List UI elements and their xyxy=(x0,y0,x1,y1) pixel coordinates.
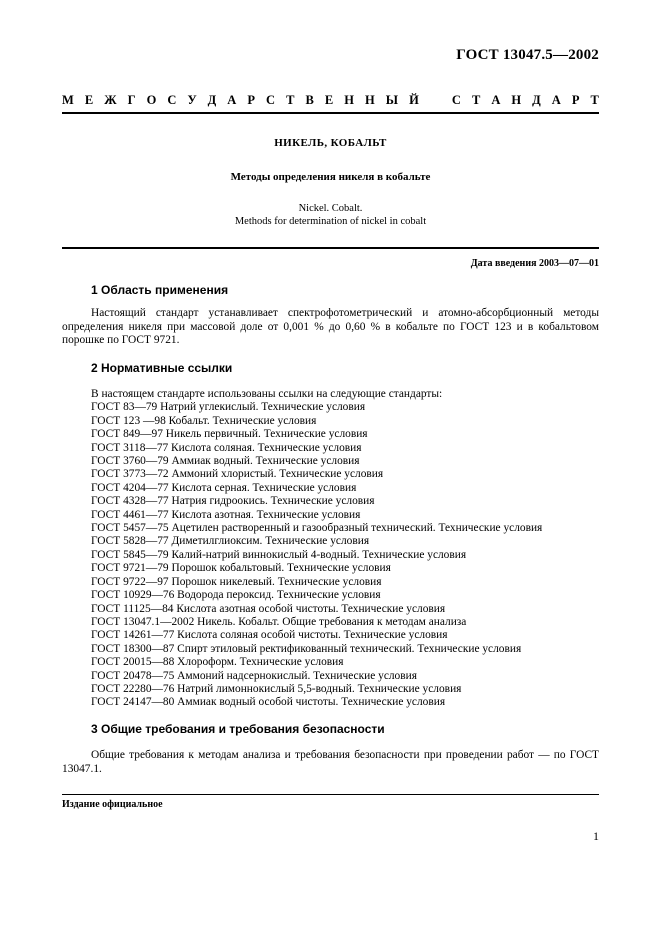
section-1-paragraph: Настоящий стандарт устанавливает спектрофотометрический и атомно-абсорбционный методы определения никеля при массовой доле от 0,001 % до 0,60 % в кобальте по ГОСТ 123 и в кобальтовом порошке по ГОСТ 9721. xyxy=(62,307,599,347)
section-1-heading: 1 Область применения xyxy=(91,283,229,297)
banner-letter: А xyxy=(551,93,561,107)
reference-item: ГОСТ 4328—77 Натрия гидроокись. Технические условия xyxy=(91,495,375,508)
reference-item: ГОСТ 22280—76 Натрий лимоннокислый 5,5-водный. Технические условия xyxy=(91,682,462,695)
reference-item: ГОСТ 83—79 Натрий углекислый. Технические условия xyxy=(91,401,366,414)
reference-item: ГОСТ 4461—77 Кислота азотная. Технические условия xyxy=(91,508,361,521)
edition-label: Издание официальное xyxy=(62,799,163,810)
banner-letter: Т xyxy=(471,93,481,107)
reference-item: ГОСТ 3760—79 Аммиак водный. Технические условия xyxy=(91,455,360,468)
section-3-paragraph: Общие требования к методам анализа и требования безопасности при проведении работ — по ГОСТ 13047.1. xyxy=(62,749,599,775)
header-rule xyxy=(62,247,599,249)
banner-letter: В xyxy=(305,93,314,107)
banner-letter: А xyxy=(227,93,237,107)
reference-item: ГОСТ 14261—77 Кислота соляная особой чистоты. Технические условия xyxy=(91,629,448,642)
reference-item: ГОСТ 10929—76 Водорода пероксид. Технические условия xyxy=(91,589,381,602)
reference-item: ГОСТ 5828—77 Диметилглиоксим. Технические условия xyxy=(91,535,370,548)
banner-letter: Ы xyxy=(385,93,399,107)
section-3-heading: 3 Общие требования и требования безопасности xyxy=(91,722,385,736)
page-number: 1 xyxy=(593,829,599,843)
reference-item: ГОСТ 123 —98 Кобальт. Технические условия xyxy=(91,414,317,427)
banner-letter: С xyxy=(266,93,276,107)
banner-letter: Н xyxy=(364,93,375,107)
interstate-standard-banner xyxy=(62,93,599,108)
section-2-heading: 2 Нормативные ссылки xyxy=(91,361,233,375)
banner-letter: С xyxy=(451,93,461,107)
section-1-text xyxy=(62,307,599,348)
banner-letter: Н xyxy=(344,93,354,107)
reference-item: ГОСТ 849—97 Никель первичный. Технические условия xyxy=(91,428,368,441)
banner-letter: Р xyxy=(247,93,255,107)
banner-letter: О xyxy=(146,93,157,107)
banner-letter: Т xyxy=(590,93,599,107)
reference-item: ГОСТ 5845—79 Калий-натрий виннокислый 4-водный. Технические условия xyxy=(91,548,467,561)
document-number: ГОСТ 13047.5—2002 xyxy=(456,47,599,63)
reference-item: ГОСТ 20478—75 Аммоний надсернокислый. Технические условия xyxy=(91,669,417,682)
banner-letter: А xyxy=(491,93,501,107)
document-title: НИКЕЛЬ, КОБАЛЬТ xyxy=(274,137,387,149)
banner-letter: Е xyxy=(84,93,94,107)
banner-letter: Й xyxy=(409,93,419,107)
banner-letter: Е xyxy=(324,93,334,107)
banner-letter: У xyxy=(187,93,197,107)
references-list xyxy=(91,388,599,710)
reference-item: ГОСТ 11125—84 Кислота азотная особой чистоты. Технические условия xyxy=(91,602,446,615)
banner-letter: Д xyxy=(207,93,217,107)
reference-item: ГОСТ 9721—79 Порошок кобальтовый. Технические условия xyxy=(91,562,391,575)
banner-letter: Г xyxy=(127,93,136,107)
introduction-date: Дата введения 2003—07—01 xyxy=(470,258,599,269)
banner-letter: Д xyxy=(532,93,541,107)
reference-item: ГОСТ 18300—87 Спирт этиловый ректификованный технический. Технические условия xyxy=(91,642,522,655)
banner-letter: М xyxy=(62,93,74,107)
banner-letter: Ж xyxy=(104,93,117,107)
banner-letter: С xyxy=(167,93,177,107)
references-intro: В настоящем стандарте использованы ссылки на следующие стандарты: xyxy=(91,388,443,400)
reference-item: ГОСТ 3773—72 Аммоний хлористый. Технические условия xyxy=(91,468,384,481)
section-3-text xyxy=(62,749,599,776)
banner-letter: Р xyxy=(571,93,580,107)
english-title-line1: Nickel. Cobalt. xyxy=(298,203,363,214)
top-rule xyxy=(62,112,599,114)
reference-item: ГОСТ 4204—77 Кислота серная. Технические условия xyxy=(91,481,357,494)
reference-item: ГОСТ 5457—75 Ацетилен растворенный и газообразный технический. Технические условия xyxy=(91,522,543,535)
reference-item: ГОСТ 3118—77 Кислота соляная. Технические условия xyxy=(91,441,362,454)
banner-letter: Н xyxy=(511,93,522,107)
english-title-line2: Methods for determination of nickel in cobalt xyxy=(234,216,427,227)
footer-rule xyxy=(62,794,599,795)
reference-item: ГОСТ 9722—97 Порошок никелевый. Технические условия xyxy=(91,575,382,588)
reference-item: ГОСТ 20015—88 Хлороформ. Технические условия xyxy=(91,656,344,669)
banner-letter: Т xyxy=(286,93,295,107)
reference-item: ГОСТ 13047.1—2002 Никель. Кобальт. Общие требования к методам анализа xyxy=(91,615,467,628)
reference-item: ГОСТ 24147—80 Аммиак водный особой чистоты. Технические условия xyxy=(91,696,446,709)
document-subtitle: Методы определения никеля в кобальте xyxy=(230,171,431,183)
